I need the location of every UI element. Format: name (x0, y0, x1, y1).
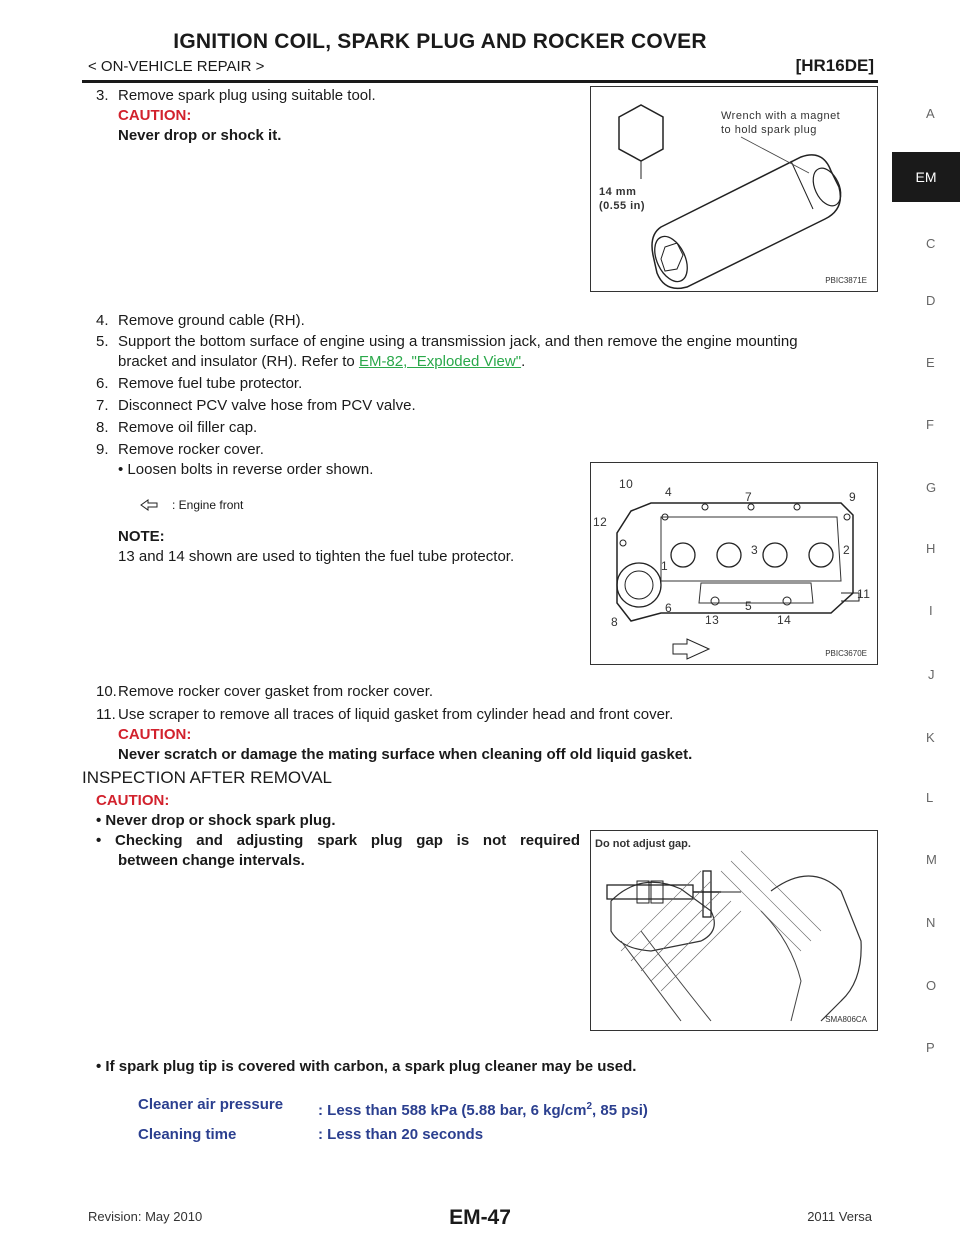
figure-spark-plug-gap (590, 830, 878, 1031)
figure-rocker-cover (590, 462, 878, 665)
step-number: 6. (96, 375, 109, 392)
header-rule (82, 80, 878, 83)
wrench-label-line2: to hold spark plug (721, 124, 817, 136)
step-4 (96, 311, 305, 331)
legend-text: : Engine front (172, 498, 244, 512)
caution-label: CAUTION: (118, 107, 192, 124)
page-title: IGNITION COIL, SPARK PLUG AND ROCKER COVER (173, 30, 707, 53)
socket-size-mm: 14 mm (599, 186, 637, 198)
step-text: Support the bottom surface of engine using a transmission jack, and then remove the engine mounting (118, 333, 798, 350)
inspection-caution (96, 791, 580, 871)
bolt-number-13: 13 (705, 613, 720, 627)
step-number: 11. (96, 706, 116, 723)
step-number: 3. (96, 87, 109, 104)
step-number: 8. (96, 419, 109, 436)
figure-spark-plug-wrench (590, 86, 878, 292)
spec-pressure-text: : Less than 588 kPa (5.88 bar, 6 kg/cm (318, 1102, 587, 1119)
bolt-number-5: 5 (745, 599, 753, 613)
spec-time-value: : Less than 20 seconds (318, 1126, 484, 1143)
figure-code: PBIC3871E (825, 276, 867, 285)
bolt-number-7: 7 (745, 490, 753, 504)
spec-pressure-value (318, 1101, 648, 1119)
bolt-number-4: 4 (665, 485, 673, 499)
step-text-cont: bracket and insulator (RH). Refer to (118, 353, 359, 370)
engine-front-legend (140, 498, 243, 512)
bolt-number-11: 11 (857, 587, 871, 601)
step-7 (96, 396, 416, 416)
step-9 (96, 440, 373, 480)
index-tab-n[interactable]: N (926, 915, 936, 930)
page-number: EM-47 (449, 1206, 511, 1229)
bullet-loosen-bolts: • Loosen bolts in reverse order shown. (118, 461, 374, 478)
step-number: 9. (96, 441, 109, 458)
figure-code: SMA806CA (825, 1015, 867, 1024)
index-tab-em-active[interactable]: EM (892, 152, 960, 202)
step-text: Use scraper to remove all traces of liquid gasket from cylinder head and front cover. (118, 706, 674, 723)
bolt-number-14: 14 (777, 613, 792, 627)
step-text: Disconnect PCV valve hose from PCV valve. (118, 397, 416, 414)
index-tab-h[interactable]: H (926, 541, 936, 556)
step-3 (96, 86, 376, 146)
inspection-heading: INSPECTION AFTER REMOVAL (82, 768, 333, 787)
index-tab-k[interactable]: K (926, 730, 935, 745)
wrench-label-line1: Wrench with a magnet (721, 110, 841, 122)
socket-size-in: (0.55 in) (599, 200, 646, 212)
spec-pressure-end: , 85 psi) (592, 1102, 648, 1119)
index-tab-p[interactable]: P (926, 1040, 935, 1055)
caution-text: Never drop or shock it. (118, 127, 282, 144)
note-text: 13 and 14 shown are used to tighten the fuel tube protector. (118, 548, 515, 565)
step-text: Remove spark plug using suitable tool. (118, 87, 376, 104)
footer-edition: 2011 Versa (807, 1209, 872, 1224)
spec-time-label: Cleaning time (138, 1126, 237, 1143)
step-11 (96, 705, 692, 765)
index-tab-a[interactable]: A (926, 106, 935, 121)
figure-code: PBIC3670E (825, 649, 867, 658)
step-number: 5. (96, 333, 109, 350)
spec-pressure-label: Cleaner air pressure (138, 1096, 284, 1113)
note-block (118, 527, 514, 567)
caution-label: CAUTION: (118, 726, 192, 743)
bolt-number-2: 2 (843, 543, 851, 557)
index-tab-i[interactable]: I (929, 603, 933, 618)
step-text: Remove ground cable (RH). (118, 312, 305, 329)
index-tab-g[interactable]: G (926, 480, 937, 495)
gap-warning-label: Do not adjust gap. (595, 838, 691, 850)
step-number: 10. (96, 683, 117, 700)
caution-bullet-1: • Never drop or shock spark plug. (96, 812, 336, 829)
caution-text: Never scratch or damage the mating surface when cleaning off old liquid gasket. (118, 746, 693, 763)
bolt-number-6: 6 (665, 601, 673, 615)
index-tab-f[interactable]: F (926, 417, 934, 432)
spark-plug-hands-illustration (591, 831, 879, 1032)
exploded-view-link[interactable]: EM-82, "Exploded View" (358, 353, 522, 370)
index-tab-d[interactable]: D (926, 293, 936, 308)
engine-front-arrow-icon (140, 499, 158, 511)
step-5 (96, 332, 880, 372)
step-text: Remove fuel tube protector. (118, 375, 303, 392)
step-text: Remove rocker cover. (118, 441, 264, 458)
cleaner-bullet: • If spark plug tip is covered with carbon, a spark plug cleaner may be used. (96, 1058, 637, 1075)
index-tab-e[interactable]: E (926, 355, 935, 370)
step-10 (96, 682, 433, 702)
rocker-cover-illustration (591, 463, 879, 666)
footer-revision: Revision: May 2010 (88, 1209, 203, 1224)
step-8 (96, 418, 257, 438)
note-label: NOTE: (118, 528, 165, 545)
step-number: 7. (96, 397, 109, 414)
bolt-number-12: 12 (593, 515, 608, 529)
engine-model: [HR16DE] (795, 56, 874, 75)
index-tab-l[interactable]: L (926, 790, 934, 805)
index-tab-c[interactable]: C (926, 236, 936, 251)
caution-label: CAUTION: (96, 792, 170, 809)
bolt-number-8: 8 (611, 615, 619, 629)
bolt-number-1: 1 (661, 559, 669, 573)
bolt-number-3: 3 (751, 543, 759, 557)
caution-bullet-2: • Checking and adjusting spark plug gap is not required (96, 832, 580, 849)
step-text-end: . (521, 353, 526, 370)
step-6 (96, 374, 302, 394)
step-number: 4. (96, 312, 109, 329)
step-text: Remove rocker cover gasket from rocker cover. (118, 683, 434, 700)
index-tab-m[interactable]: M (926, 852, 937, 867)
caution-bullet-2-cont: between change intervals. (118, 852, 305, 869)
bolt-number-9: 9 (849, 490, 857, 504)
bolt-number-10: 10 (619, 477, 634, 491)
section-subtitle: < ON-VEHICLE REPAIR > (88, 58, 265, 75)
step-text: Remove oil filler cap. (118, 419, 258, 436)
spec-pressure-sup: 2 (586, 1101, 593, 1112)
index-tab-j[interactable]: J (928, 667, 935, 682)
index-tab-o[interactable]: O (926, 978, 937, 993)
